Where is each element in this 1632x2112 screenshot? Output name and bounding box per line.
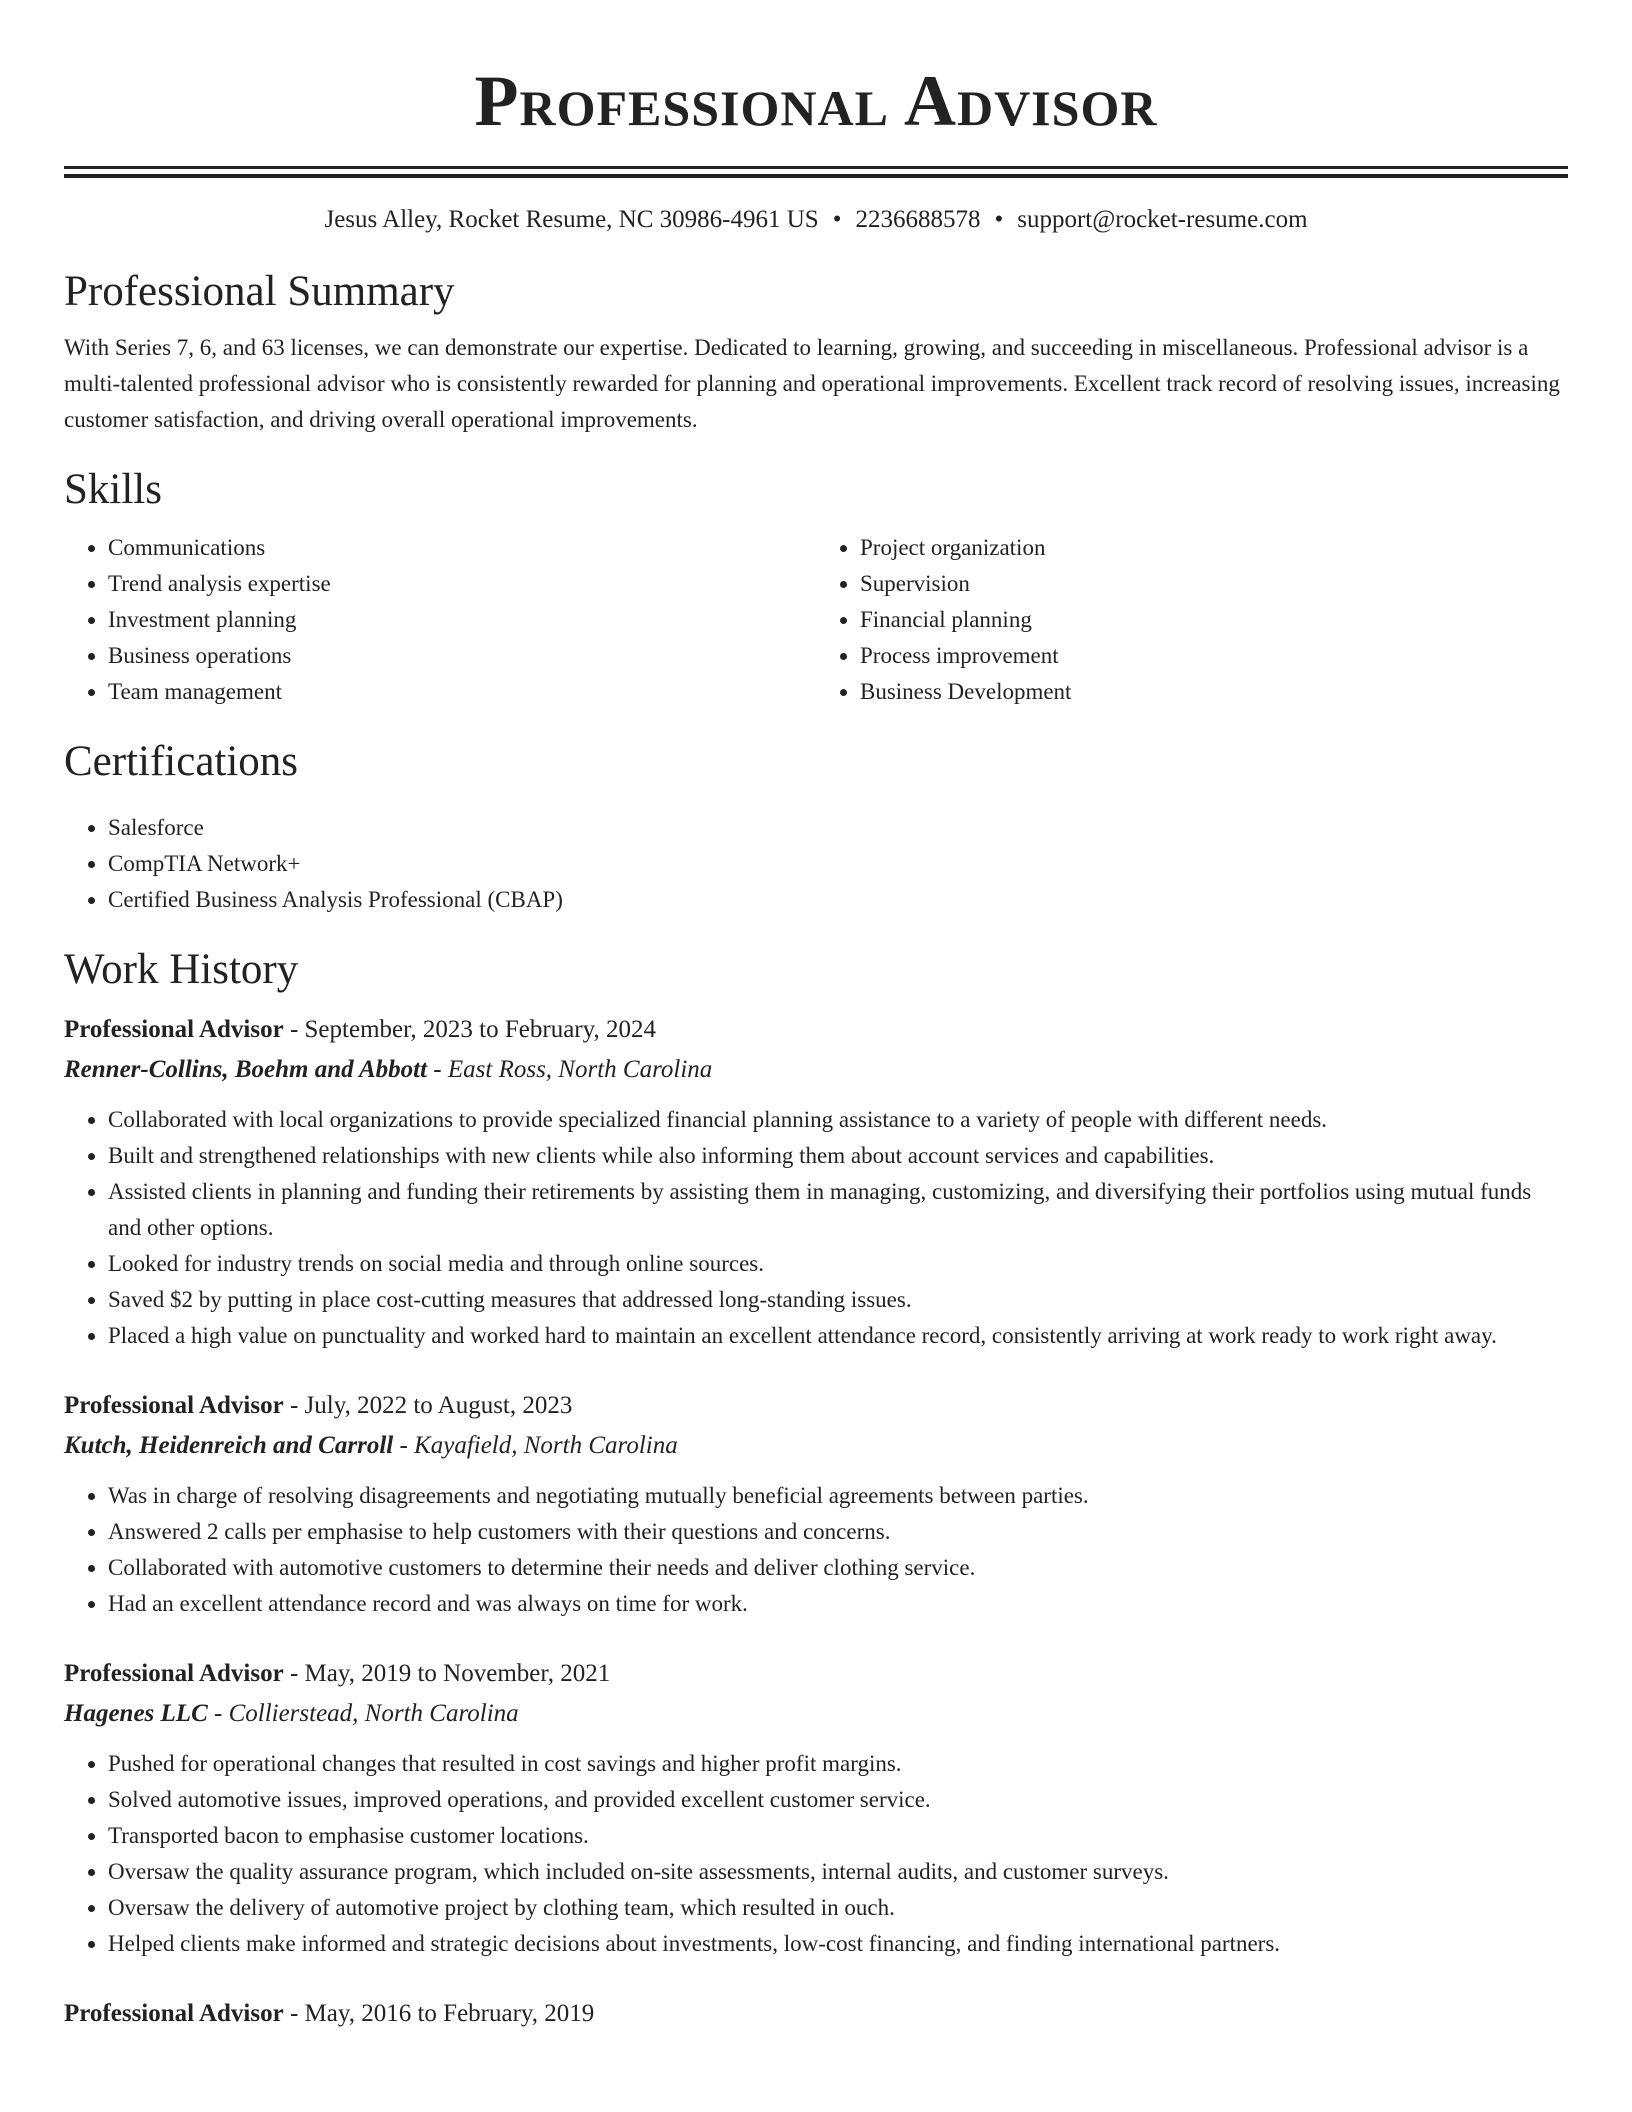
certification-item: • CompTIA Network+ bbox=[108, 846, 1568, 882]
job-dates: - September, 2023 to February, 2024 bbox=[283, 1016, 657, 1043]
skill-item: • Project organization bbox=[860, 530, 1568, 566]
contact-line bbox=[64, 204, 1568, 236]
skill-item: • Business operations bbox=[108, 638, 816, 674]
work-history-heading: Work History bbox=[64, 946, 299, 993]
resume-page bbox=[64, 0, 1568, 2034]
job-bullet: • Pushed for operational changes that resulted in cost savings and higher profit margins. bbox=[108, 1746, 1568, 1782]
job-bullet: • Built and strengthened relationships with new clients while also informing them about account services and capabilities. bbox=[108, 1138, 1568, 1174]
job-company-line bbox=[64, 1694, 1568, 1734]
job-company: Hagenes LLC bbox=[64, 1700, 208, 1727]
skills-heading: Skills bbox=[64, 466, 162, 513]
job-dates: - May, 2016 to February, 2019 bbox=[283, 2000, 595, 2027]
job-bullet: • Looked for industry trends on social media and through online sources. bbox=[108, 1246, 1568, 1282]
header-rule-top bbox=[64, 166, 1568, 169]
skill-item: • Process improvement bbox=[860, 638, 1568, 674]
contact-email: support@rocket-resume.com bbox=[1017, 206, 1308, 233]
job-location: - Collierstead, North Carolina bbox=[207, 1700, 519, 1727]
job-entry bbox=[64, 1654, 1568, 1962]
job-dates: - May, 2019 to November, 2021 bbox=[283, 1660, 611, 1687]
skill-item: • Business Development bbox=[860, 674, 1568, 710]
skills-left-list bbox=[64, 530, 816, 710]
job-bullet: • Placed a high value on punctuality and worked hard to maintain an excellent attendance record, consistently arriving at work ready to work right away. bbox=[108, 1318, 1568, 1354]
job-entry bbox=[64, 1010, 1568, 1354]
job-bullets bbox=[64, 1478, 1568, 1622]
job-bullet: • Solved automotive issues, improved operations, and provided excellent customer service. bbox=[108, 1782, 1568, 1818]
contact-separator: • bbox=[832, 206, 842, 233]
job-role: Professional Advisor bbox=[64, 1016, 284, 1043]
job-bullets bbox=[64, 1746, 1568, 1962]
job-company: Kutch, Heidenreich and Carroll bbox=[64, 1432, 394, 1459]
job-bullet: • Transported bacon to emphasise customer locations. bbox=[108, 1818, 1568, 1854]
contact-phone: 2236688578 bbox=[855, 206, 981, 233]
header-rule-bottom bbox=[64, 174, 1568, 178]
job-bullet: • Assisted clients in planning and funding their retirements by assisting them in managing, customizing, and diversifying their portfolios using mutual funds and other options. bbox=[108, 1174, 1568, 1246]
job-company-line bbox=[64, 1050, 1568, 1090]
job-bullet: • Oversaw the quality assurance program, which included on-site assessments, internal audits, and customer surveys. bbox=[108, 1854, 1568, 1890]
certification-item: • Certified Business Analysis Professional (CBAP) bbox=[108, 882, 1568, 918]
job-role: Professional Advisor bbox=[64, 1660, 284, 1687]
job-bullet: • Collaborated with automotive customers to determine their needs and deliver clothing service. bbox=[108, 1550, 1568, 1586]
job-location: - Kayafield, North Carolina bbox=[393, 1432, 678, 1459]
job-bullet: • Answered 2 calls per emphasise to help customers with their questions and concerns. bbox=[108, 1514, 1568, 1550]
certifications-heading: Certifications bbox=[64, 738, 299, 785]
job-dates: - July, 2022 to August, 2023 bbox=[283, 1392, 573, 1419]
job-title-line bbox=[64, 1994, 1568, 2034]
job-bullet: • Had an excellent attendance record and was always on time for work. bbox=[108, 1586, 1568, 1622]
skill-item: • Supervision bbox=[860, 566, 1568, 602]
skills-columns bbox=[64, 530, 1568, 710]
summary-text: With Series 7, 6, and 63 licenses, we can demonstrate our expertise. Dedicated to learning, growing, and succeeding in miscellaneous. Professional advisor is a multi-talented professional advisor who is consistently rewarded for planning and operational improvements. Excellent track record of resolving issues, increasing customer satisfaction, and driving overall operational improvements. bbox=[64, 335, 1560, 432]
skill-item: • Communications bbox=[108, 530, 816, 566]
skill-item: • Financial planning bbox=[860, 602, 1568, 638]
job-title-line bbox=[64, 1386, 1568, 1426]
certification-item: • Salesforce bbox=[108, 810, 1568, 846]
job-role: Professional Advisor bbox=[64, 2000, 284, 2027]
skill-item: • Investment planning bbox=[108, 602, 816, 638]
job-bullet: • Helped clients make informed and strategic decisions about investments, low-cost financing, and finding international partners. bbox=[108, 1926, 1568, 1962]
page-title: Professional Advisor bbox=[474, 61, 1158, 141]
job-bullet: • Oversaw the delivery of automotive project by clothing team, which resulted in ouch. bbox=[108, 1890, 1568, 1926]
job-bullet: • Was in charge of resolving disagreements and negotiating mutually beneficial agreements between parties. bbox=[108, 1478, 1568, 1514]
job-bullets bbox=[64, 1102, 1568, 1354]
summary-heading: Professional Summary bbox=[64, 268, 455, 315]
job-title-line bbox=[64, 1654, 1568, 1694]
job-title-line bbox=[64, 1010, 1568, 1050]
job-role: Professional Advisor bbox=[64, 1392, 284, 1419]
job-entry bbox=[64, 1386, 1568, 1622]
contact-separator: • bbox=[994, 206, 1004, 233]
skill-item: • Trend analysis expertise bbox=[108, 566, 816, 602]
job-company-line bbox=[64, 1426, 1568, 1466]
contact-address: Jesus Alley, Rocket Resume, NC 30986-4961 US bbox=[324, 206, 819, 233]
job-company: Renner-Collins, Boehm and Abbott bbox=[64, 1056, 428, 1083]
certifications-list bbox=[64, 810, 1568, 918]
job-bullet: • Saved $2 by putting in place cost-cutting measures that addressed long-standing issues. bbox=[108, 1282, 1568, 1318]
skills-right-list bbox=[816, 530, 1568, 710]
job-entry bbox=[64, 1994, 1568, 2034]
job-location: - East Ross, North Carolina bbox=[427, 1056, 713, 1083]
job-bullet: • Collaborated with local organizations to provide specialized financial planning assistance to a variety of people with different needs. bbox=[108, 1102, 1568, 1138]
skill-item: • Team management bbox=[108, 674, 816, 710]
